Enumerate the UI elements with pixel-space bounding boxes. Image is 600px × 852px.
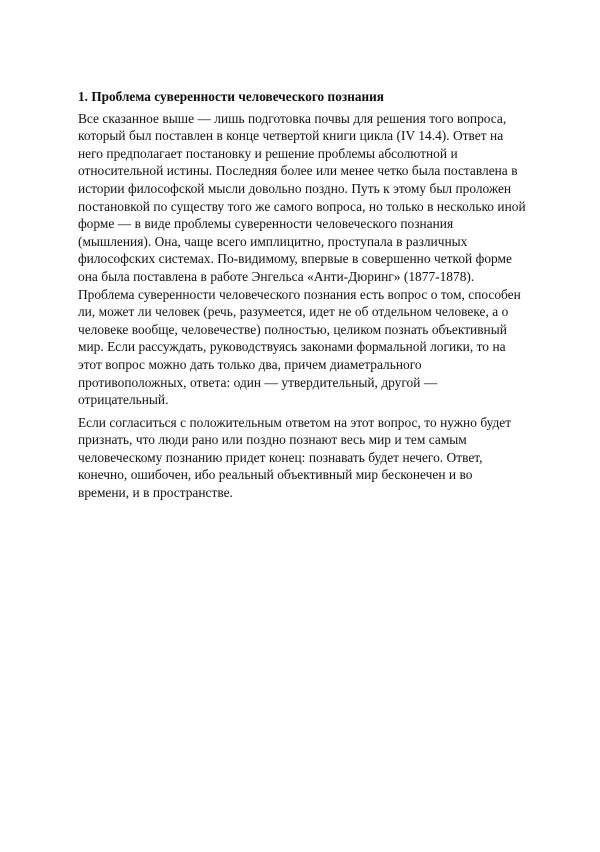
document-text-block — [78, 88, 526, 502]
body-paragraph-2: Если согласиться с положительным ответом на этот вопрос, то нужно будет признать, что люди рано или поздно познают весь мир и тем самым человеческому познанию придет конец: познавать будет нечего. Ответ, конечно, ошибочен, ибо реальный объективный мир бесконечен и во времени, и в пространстве. — [78, 414, 512, 501]
section-heading: 1. Проблема суверенности человеческого познания — [78, 89, 384, 104]
body-paragraph-1: Все сказанное выше — лишь подготовка почвы для решения того вопроса, который был поставлен в конце четвертой книги цикла (IV 14.4). Ответ на него предполагает постановку и решение проблемы абсолютной и относительной истины. Последняя более или менее четко была поставлена в истории философской мысли довольно поздно. Путь к этому был проложен постановкой по существу того же самого вопроса, но только в несколько иной форме — в виде проблемы суверенности человеческого познания (мышления). Она, чаще всего имплицитно, проступала в различных философских системах. По-видимому, впервые в совершенно четкой форме она была поставлена в работе Энгельса «Анти-Дюринг» (1877-1878). Проблема суверенности человеческого познания есть вопрос о том, способен ли, может ли человек (речь, разумеется, идет не об отдельном человеке, а о человеке вообще, человечестве) полностью, целиком познать объективный мир. Если рассуждать, руководствуясь законами формальной логики, то на этот вопрос можно дать только два, причем диаметрального противоположных, ответа: один — утвердительный, другой — отрицательный. — [78, 110, 526, 408]
